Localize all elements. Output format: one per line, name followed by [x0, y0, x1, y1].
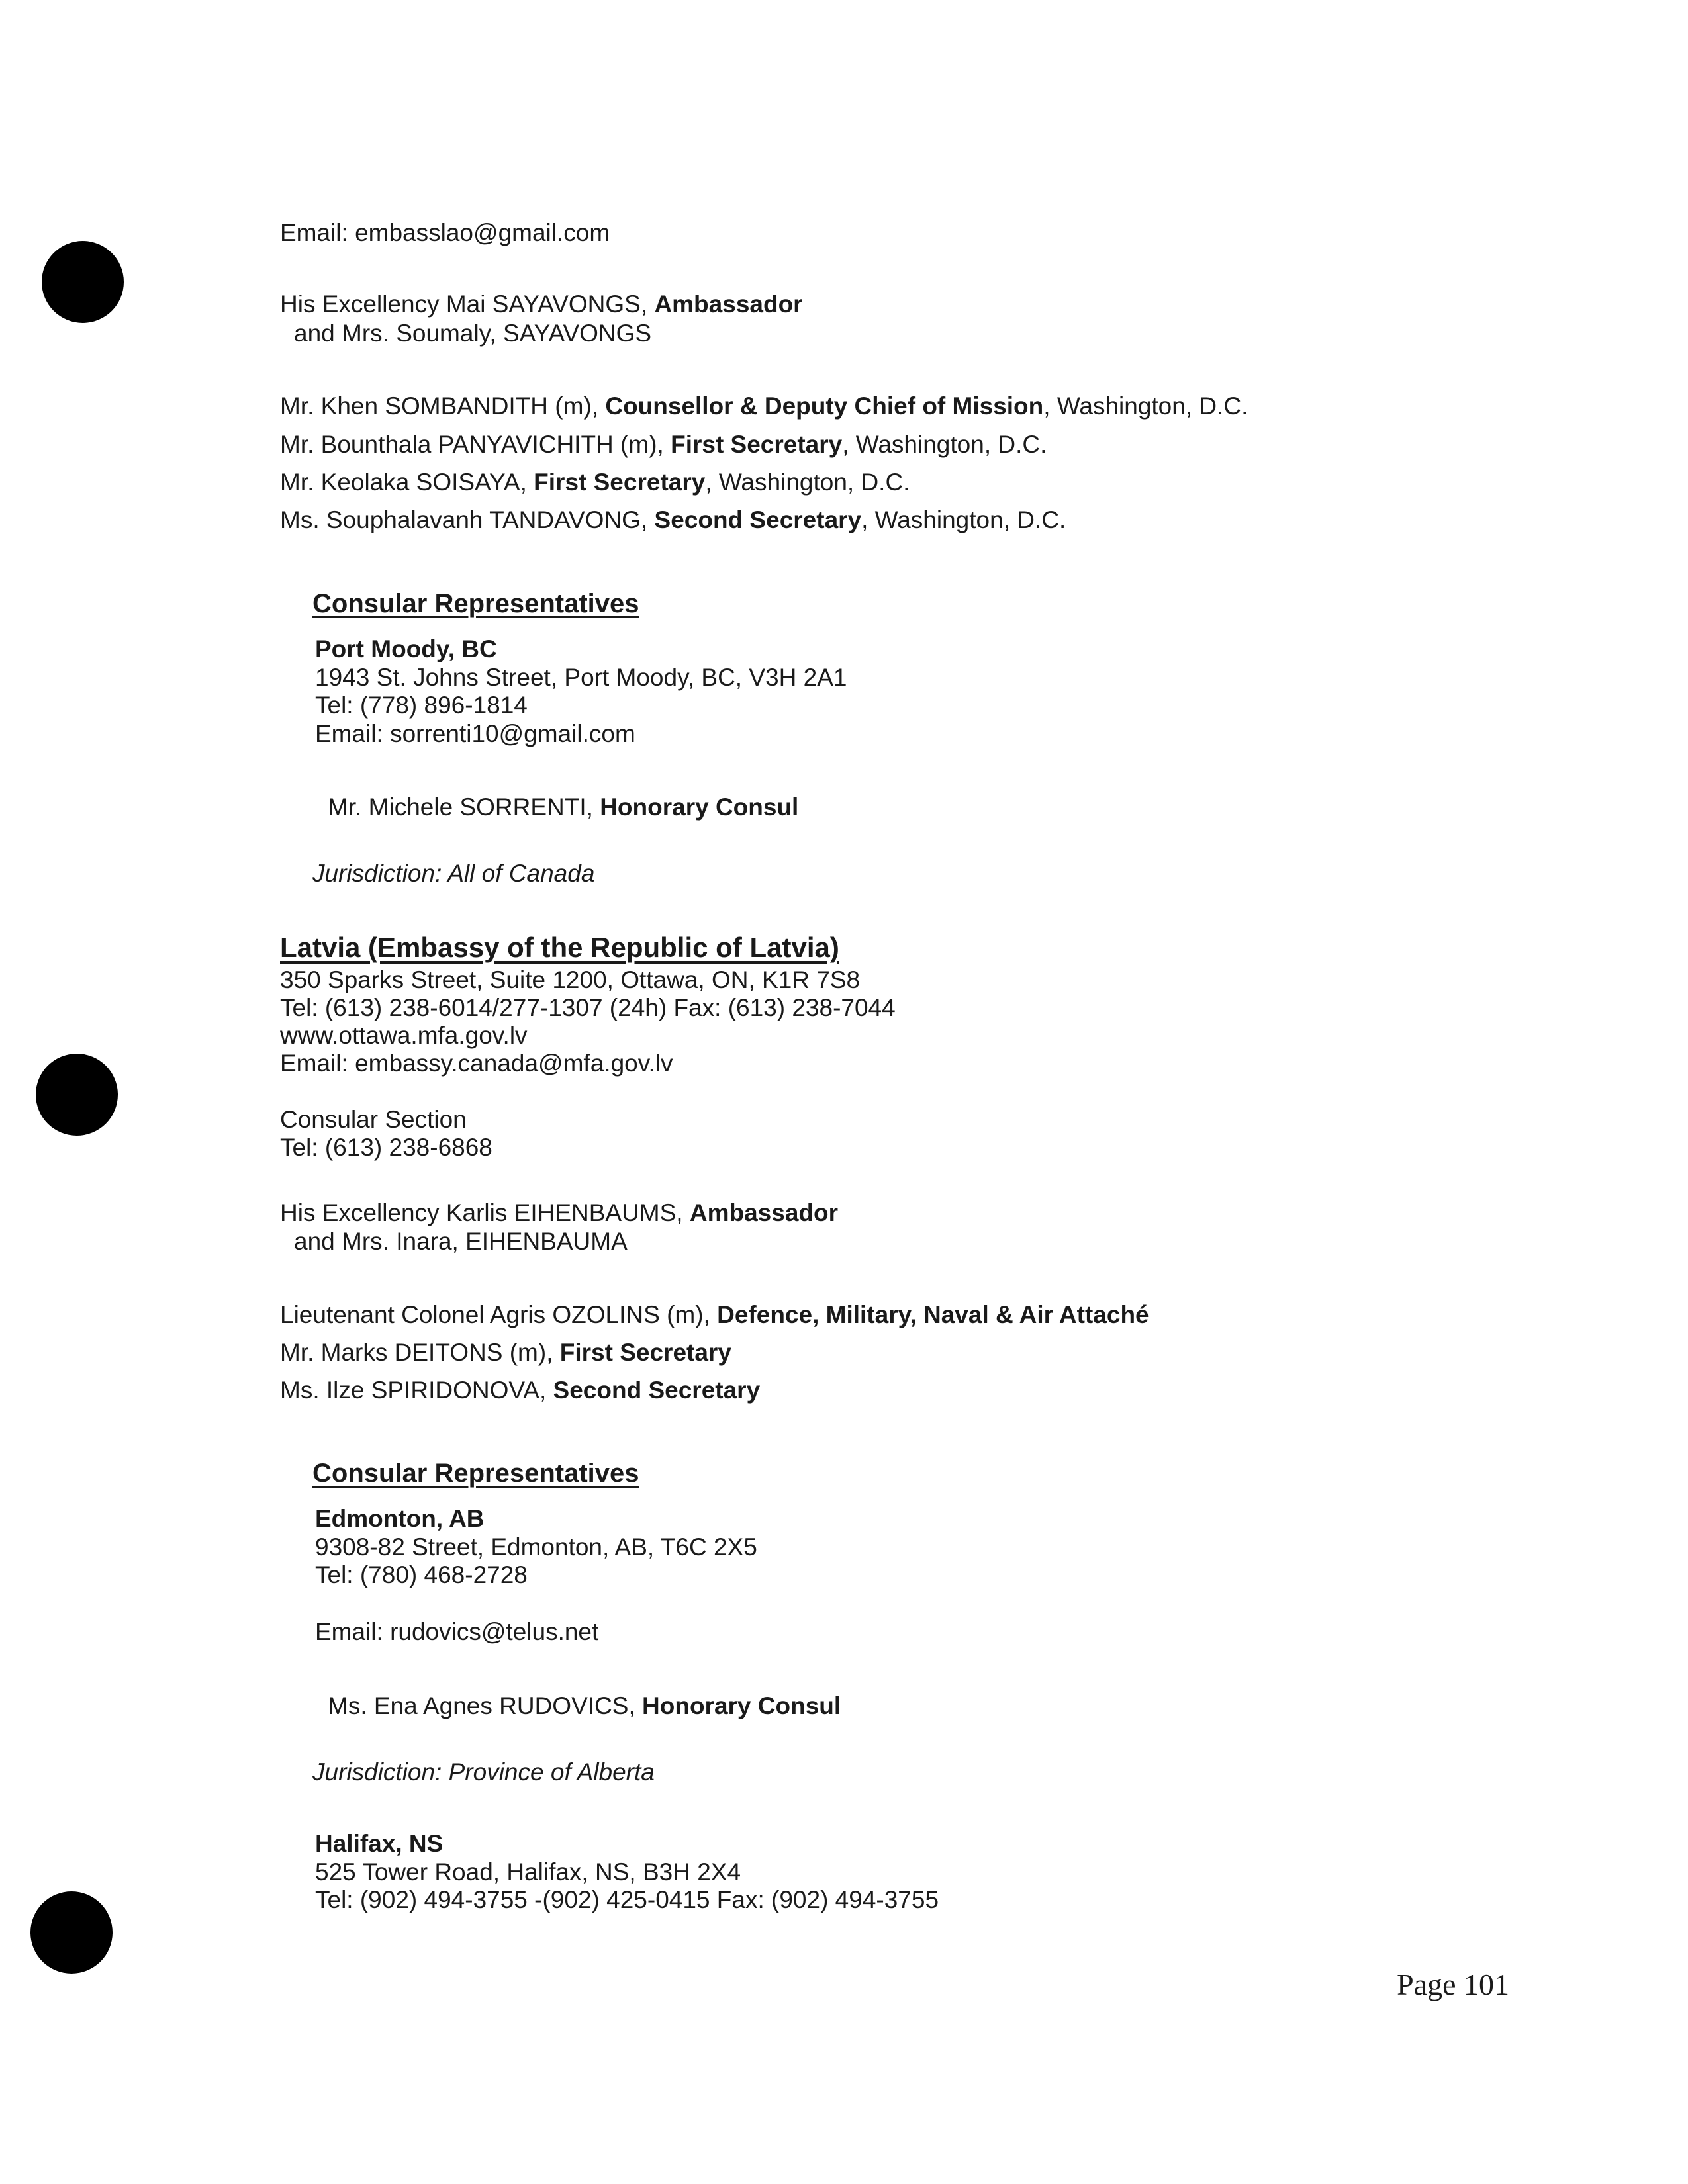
punch-hole-top: [42, 241, 124, 323]
laos-ambassador: [280, 290, 803, 319]
consulate-jurisdiction: Jurisdiction: All of Canada: [312, 860, 595, 887]
staff-name: Mr. Keolaka SOISAYA,: [280, 469, 534, 496]
laos-staff-row: [280, 468, 910, 497]
staff-title: Second Secretary: [553, 1377, 761, 1404]
punch-hole-bottom: [30, 1891, 113, 1974]
staff-name: Lieutenant Colonel Agris OZOLINS (m),: [280, 1301, 718, 1328]
staff-title: First Secretary: [534, 469, 706, 496]
staff-name: Ms. Souphalavanh TANDAVONG,: [280, 506, 655, 533]
laos-staff-row: [280, 430, 1047, 459]
ambassador-title: Ambassador: [654, 291, 803, 318]
consulate-city: Edmonton, AB: [315, 1505, 485, 1532]
staff-name: Ms. Ilze SPIRIDONOVA,: [280, 1377, 553, 1404]
staff-title: First Secretary: [671, 431, 843, 458]
latvia-staff-row: [280, 1376, 760, 1405]
laos-staff-row: [280, 506, 1066, 535]
officer-title: Honorary Consul: [642, 1692, 841, 1719]
consulate-tel: Tel: (778) 896-1814: [315, 692, 528, 719]
staff-location: , Washington, D.C.: [705, 469, 910, 496]
consulate-tel: Tel: (780) 468-2728: [315, 1561, 528, 1588]
consulate-tel: Tel: (902) 494-3755 -(902) 425-0415 Fax: (902) 494-3755: [315, 1886, 939, 1913]
latvia-heading: Latvia (Embassy of the Republic of Latvia): [280, 932, 839, 963]
consulate-email: Email: rudovics@telus.net: [315, 1618, 599, 1645]
officer-name: Mr. Michele SORRENTI,: [328, 794, 600, 821]
staff-name: Mr. Marks DEITONS (m),: [280, 1339, 560, 1366]
consulate-officer: [328, 793, 798, 822]
latvia-ambassador: [280, 1199, 838, 1228]
staff-name: Mr. Bounthala PANYAVICHITH (m),: [280, 431, 671, 458]
staff-title: Counsellor & Deputy Chief of Mission: [605, 392, 1044, 420]
ambassador-name: His Excellency Mai SAYAVONGS,: [280, 291, 655, 318]
latvia-consular-heading: Consular Representatives: [312, 1459, 639, 1488]
laos-staff-row: [280, 392, 1248, 421]
latvia-consular-section: Consular Section: [280, 1106, 467, 1133]
officer-name: Ms. Ena Agnes RUDOVICS,: [328, 1692, 643, 1719]
consulate-address: 9308-82 Street, Edmonton, AB, T6C 2X5: [315, 1533, 757, 1561]
consulate-email: Email: sorrenti10@gmail.com: [315, 720, 635, 747]
laos-consular-heading: Consular Representatives: [312, 589, 639, 618]
page-number: Page 101: [1397, 1968, 1509, 2001]
staff-name: Mr. Khen SOMBANDITH (m),: [280, 392, 606, 420]
punch-hole-middle: [36, 1054, 118, 1136]
consulate-city: Halifax, NS: [315, 1830, 444, 1857]
laos-ambassador-spouse: and Mrs. Soumaly, SAYAVONGS: [294, 320, 652, 347]
latvia-website: www.ottawa.mfa.gov.lv: [280, 1022, 528, 1049]
latvia-phone: Tel: (613) 238-6014/277-1307 (24h) Fax: (613) 238-7044: [280, 994, 896, 1021]
staff-title: Defence, Military, Naval & Air Attaché: [717, 1301, 1149, 1328]
consulate-address: 1943 St. Johns Street, Port Moody, BC, V3H 2A1: [315, 664, 847, 691]
latvia-staff-row: [280, 1338, 731, 1367]
consulate-officer: [328, 1692, 841, 1721]
officer-title: Honorary Consul: [600, 794, 799, 821]
consulate-jurisdiction: Jurisdiction: Province of Alberta: [312, 1758, 655, 1786]
staff-location: , Washington, D.C.: [861, 506, 1066, 533]
latvia-consular-tel: Tel: (613) 238-6868: [280, 1134, 492, 1161]
staff-title: First Secretary: [559, 1339, 731, 1366]
consulate-city: Port Moody, BC: [315, 635, 497, 662]
ambassador-name: His Excellency Karlis EIHENBAUMS,: [280, 1199, 690, 1226]
staff-title: Second Secretary: [654, 506, 862, 533]
latvia-staff-row: [280, 1300, 1149, 1330]
consulate-address: 525 Tower Road, Halifax, NS, B3H 2X4: [315, 1858, 741, 1886]
ambassador-title: Ambassador: [689, 1199, 839, 1226]
staff-location: , Washington, D.C.: [1043, 392, 1248, 420]
latvia-ambassador-spouse: and Mrs. Inara, EIHENBAUMA: [294, 1228, 628, 1255]
staff-location: , Washington, D.C.: [842, 431, 1047, 458]
latvia-email: Email: embassy.canada@mfa.gov.lv: [280, 1050, 673, 1077]
latvia-address: 350 Sparks Street, Suite 1200, Ottawa, ON, K1R 7S8: [280, 966, 861, 993]
laos-email: Email: embasslao@gmail.com: [280, 219, 610, 246]
